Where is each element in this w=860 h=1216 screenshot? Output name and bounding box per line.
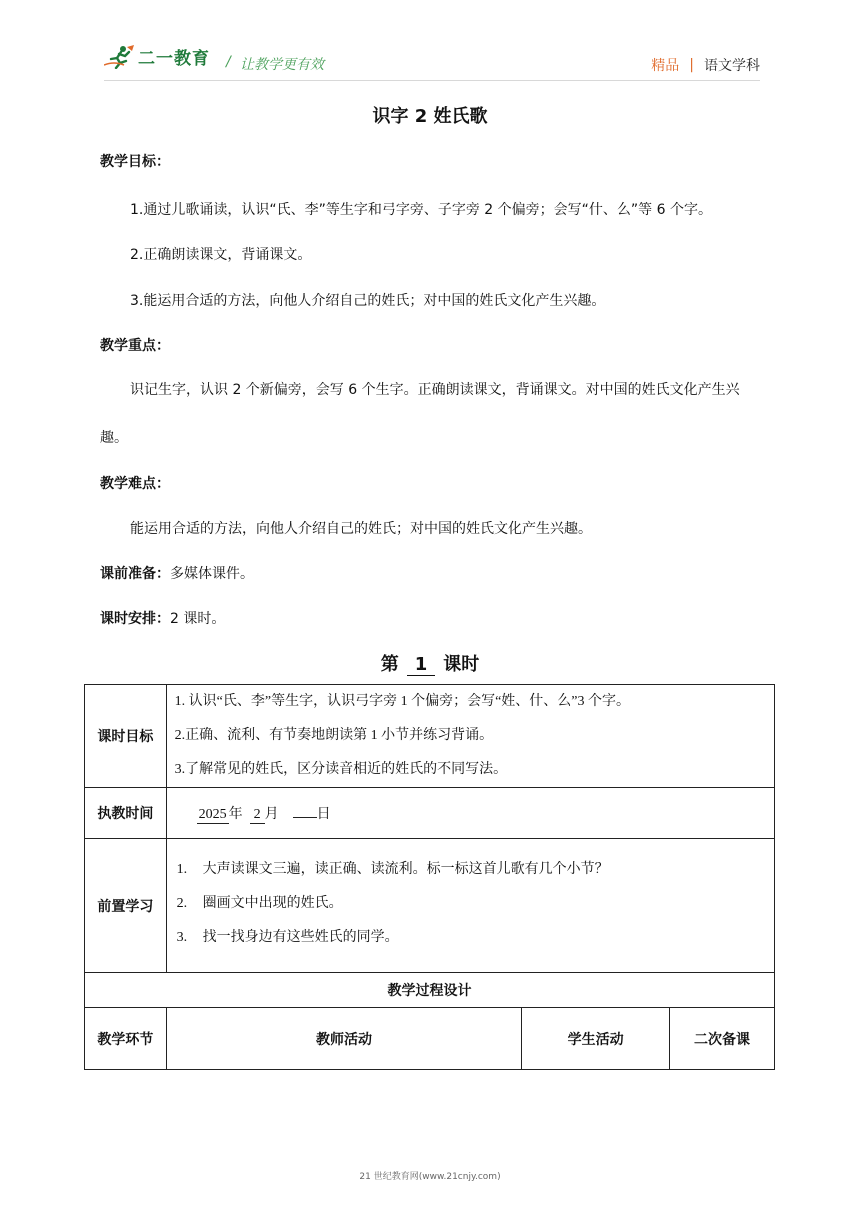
slogan-separator: / — [226, 54, 231, 70]
schedule-label: 课时安排： — [100, 611, 170, 627]
goal-item: 3.了解常见的姓氏，区分读音相近的姓氏的不同写法。 — [174, 762, 508, 777]
item-number: 2. — [176, 896, 188, 911]
column-header: 教师活动 — [166, 1008, 522, 1070]
time-label: 执教时间 — [85, 788, 167, 839]
logo-text: 二一教育 — [138, 49, 210, 69]
table-row — [85, 788, 775, 839]
goal-item: 2.正确、流利、有节奏地朗读第 1 小节并练习背诵。 — [174, 728, 494, 743]
pre-study-item — [167, 921, 774, 955]
item-text: 圈画文中出现的姓氏。 — [202, 896, 343, 911]
schedule-field — [100, 608, 225, 628]
header-separator: | — [689, 57, 694, 73]
table-header-row — [85, 1008, 775, 1070]
item-text: 找一找身边有这些姓氏的同学。 — [202, 930, 399, 945]
runner-logo-icon — [104, 45, 136, 69]
pre-study-cell — [166, 839, 774, 973]
key-points-text: 识记生字，认识 2 个新偏旁，会写 6 个生字。正确朗读课文，背诵课文。对中国的姓氏文化产生兴趣。 — [100, 382, 740, 446]
objective-item: 2.正确朗读课文，背诵课文。 — [130, 247, 312, 263]
table-row — [85, 839, 775, 973]
key-points-heading: 教学重点： — [100, 338, 170, 354]
header-divider — [104, 80, 760, 81]
objective-item: 3.能运用合适的方法，向他人介绍自己的姓氏；对中国的姓氏文化产生兴趣。 — [130, 293, 606, 309]
item-text: 大声读课文三遍，读正确、读流利。标一标这首儿歌有几个小节？ — [202, 862, 609, 877]
quality-label: 精品 — [651, 58, 680, 74]
item-number: 1. — [176, 862, 188, 877]
pre-study-label: 前置学习 — [85, 839, 167, 973]
objective-item: 1.通过儿歌诵读，认识“氏、李”等生字和弓字旁、子字旁 2 个偏旁；会写“什、么”等 6 个字。 — [130, 202, 712, 218]
day-blank — [293, 804, 317, 818]
difficulties-text: 能运用合适的方法，向他人介绍自己的姓氏；对中国的姓氏文化产生兴趣。 — [130, 521, 592, 537]
goal-cell — [166, 685, 774, 788]
document-title: 识字 2 姓氏歌 — [372, 106, 488, 127]
objectives-heading: 教学目标： — [100, 154, 170, 170]
lesson-number: 1 — [407, 654, 436, 676]
lesson-title — [0, 650, 860, 676]
month-value: 2 — [250, 807, 265, 824]
page-header — [104, 44, 760, 80]
item-number: 3. — [176, 930, 188, 945]
lesson-suffix: 课时 — [443, 654, 480, 675]
column-header: 教学环节 — [85, 1008, 167, 1070]
slogan: 让教学更有效 — [240, 57, 324, 73]
year-value: 2025 — [198, 806, 227, 822]
logo — [104, 44, 210, 69]
table-row — [85, 685, 775, 788]
process-title: 教学过程设计 — [85, 973, 775, 1008]
lesson-prefix: 第 — [380, 654, 399, 675]
difficulties-heading: 教学难点： — [100, 476, 170, 492]
page-footer: 21 世纪教育网(www.21cnjy.com) — [359, 1172, 501, 1182]
header-tags — [651, 55, 760, 75]
month-unit: 月 — [264, 806, 279, 822]
day-unit: 日 — [316, 806, 331, 822]
schedule-value: 2 课时。 — [170, 611, 226, 627]
year-unit: 年 — [228, 806, 243, 822]
preparation-value: 多媒体课件。 — [170, 566, 254, 582]
column-header: 二次备课 — [670, 1008, 775, 1070]
subject-label: 语文学科 — [704, 58, 760, 74]
lesson-plan-table — [84, 684, 775, 1070]
pre-study-item — [167, 853, 774, 887]
pre-study-item — [167, 887, 774, 921]
goal-item: 1. 认识“氏、李”等生字，认识弓字旁 1 个偏旁；会写“姓、什、么”3 个字。 — [174, 694, 631, 709]
table-row — [85, 973, 775, 1008]
preparation-field — [100, 563, 254, 583]
column-header: 学生活动 — [522, 1008, 670, 1070]
preparation-label: 课前准备： — [100, 566, 170, 582]
date-cell — [166, 788, 774, 839]
goal-label: 课时目标 — [85, 685, 167, 788]
